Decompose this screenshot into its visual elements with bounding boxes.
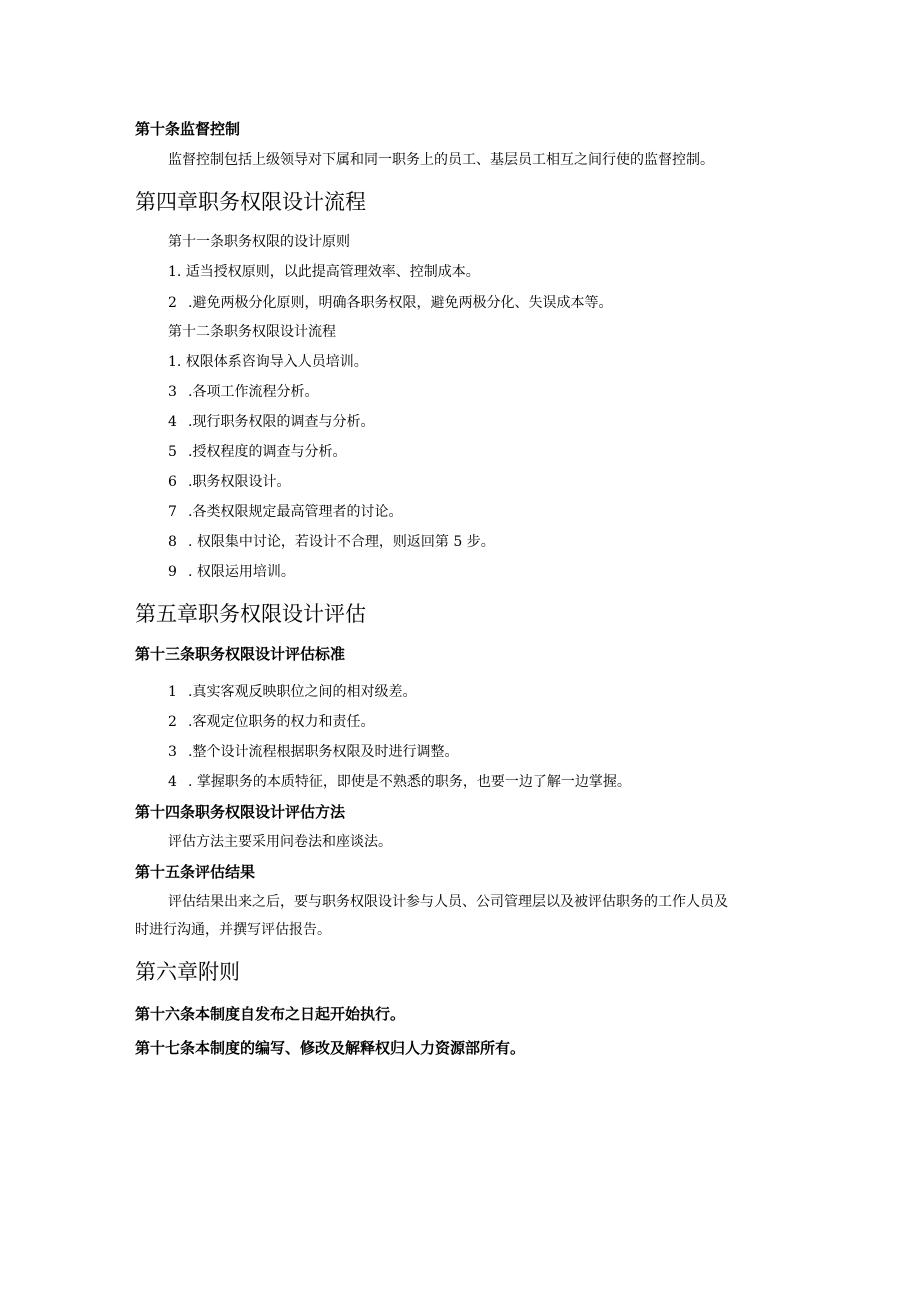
- list-item-number: 2: [168, 714, 177, 730]
- article-15-text-line-1: 评估结果出来之后，要与职务权限设计参与人员、公司管理层以及被评估职务的工作人员及: [168, 894, 728, 910]
- list-item: [168, 565, 295, 579]
- article-11-heading: 第十一条职务权限的设计原则: [168, 234, 350, 250]
- article-14-text: 评估方法主要采用问卷法和座谈法。: [168, 834, 392, 850]
- article-10-heading: 第十条监督控制: [135, 120, 241, 138]
- list-item-number: 4: [168, 414, 177, 430]
- list-item: [168, 415, 374, 429]
- article-14-heading: 第十四条职务权限设计评估方法: [135, 803, 346, 821]
- list-item-number: 9: [168, 564, 177, 580]
- list-item: 1. 权限体系咨询导入人员培训。: [168, 354, 368, 370]
- list-item: [168, 296, 612, 310]
- list-item-number: 3: [168, 744, 177, 760]
- list-item: [168, 715, 374, 729]
- list-item-text: .整个设计流程根据职务权限及时进行调整。: [188, 744, 459, 760]
- list-item-text: .客观定位职务的权力和责任。: [188, 714, 375, 730]
- list-item-text: .真实客观反映职位之间的相对级差。: [188, 684, 417, 700]
- article-16: 第十六条本制度自发布之日起开始执行。: [135, 1005, 406, 1023]
- article-12-heading: 第十二条职务权限设计流程: [168, 324, 336, 340]
- list-item-text: .避免两极分化原则，明确各职务权限，避免两极分化、失误成本等。: [188, 295, 613, 311]
- list-item-text: . 权限集中讨论，若设计不合理，则返回第 5 步。: [188, 534, 495, 550]
- list-item-text: .现行职务权限的调查与分析。: [188, 414, 375, 430]
- list-item: [168, 445, 346, 459]
- list-item-text: .各类权限规定最高管理者的讨论。: [188, 504, 403, 520]
- list-item: [168, 385, 318, 399]
- article-17: 第十七条本制度的编写、修改及解释权归人力资源部所有。: [135, 1039, 526, 1057]
- list-item-number: 1: [168, 684, 177, 700]
- list-item: 1. 适当授权原则，以此提高管理效率、控制成本。: [168, 264, 480, 280]
- list-item-number: 6: [168, 474, 177, 490]
- list-item: [168, 685, 416, 699]
- list-item-text: .授权程度的调查与分析。: [188, 444, 347, 460]
- article-13-heading: 第十三条职务权限设计评估标准: [135, 645, 346, 663]
- list-item-number: 3: [168, 384, 177, 400]
- chapter-4-title: 第四章职务权限设计流程: [135, 190, 366, 214]
- chapter-6-title: 第六章附则: [135, 960, 240, 984]
- chapter-5-title: 第五章职务权限设计评估: [135, 602, 366, 626]
- list-item-text: .各项工作流程分析。: [188, 384, 319, 400]
- list-item: [168, 475, 290, 489]
- list-item-text: . 掌握职务的本质特征，即使是不熟悉的职务，也要一边了解一边掌握。: [188, 774, 631, 790]
- list-item: [168, 745, 458, 759]
- list-item-number: 7: [168, 504, 177, 520]
- list-item-text: .职务权限设计。: [188, 474, 291, 490]
- list-item-number: 4: [168, 774, 177, 790]
- article-15-text-line-2: 时进行沟通，并撰写评估报告。: [135, 922, 331, 938]
- list-item-number: 8: [168, 534, 177, 550]
- list-item: [168, 535, 495, 549]
- list-item-number: 2: [168, 295, 177, 311]
- list-item: [168, 505, 402, 519]
- article-15-heading: 第十五条评估结果: [135, 863, 256, 881]
- list-item: [168, 775, 631, 789]
- list-item-number: 5: [168, 444, 177, 460]
- article-10-text: 监督控制包括上级领导对下属和同一职务上的员工、基层员工相互之间行使的监督控制。: [168, 152, 714, 168]
- list-item-text: . 权限运用培训。: [188, 564, 295, 580]
